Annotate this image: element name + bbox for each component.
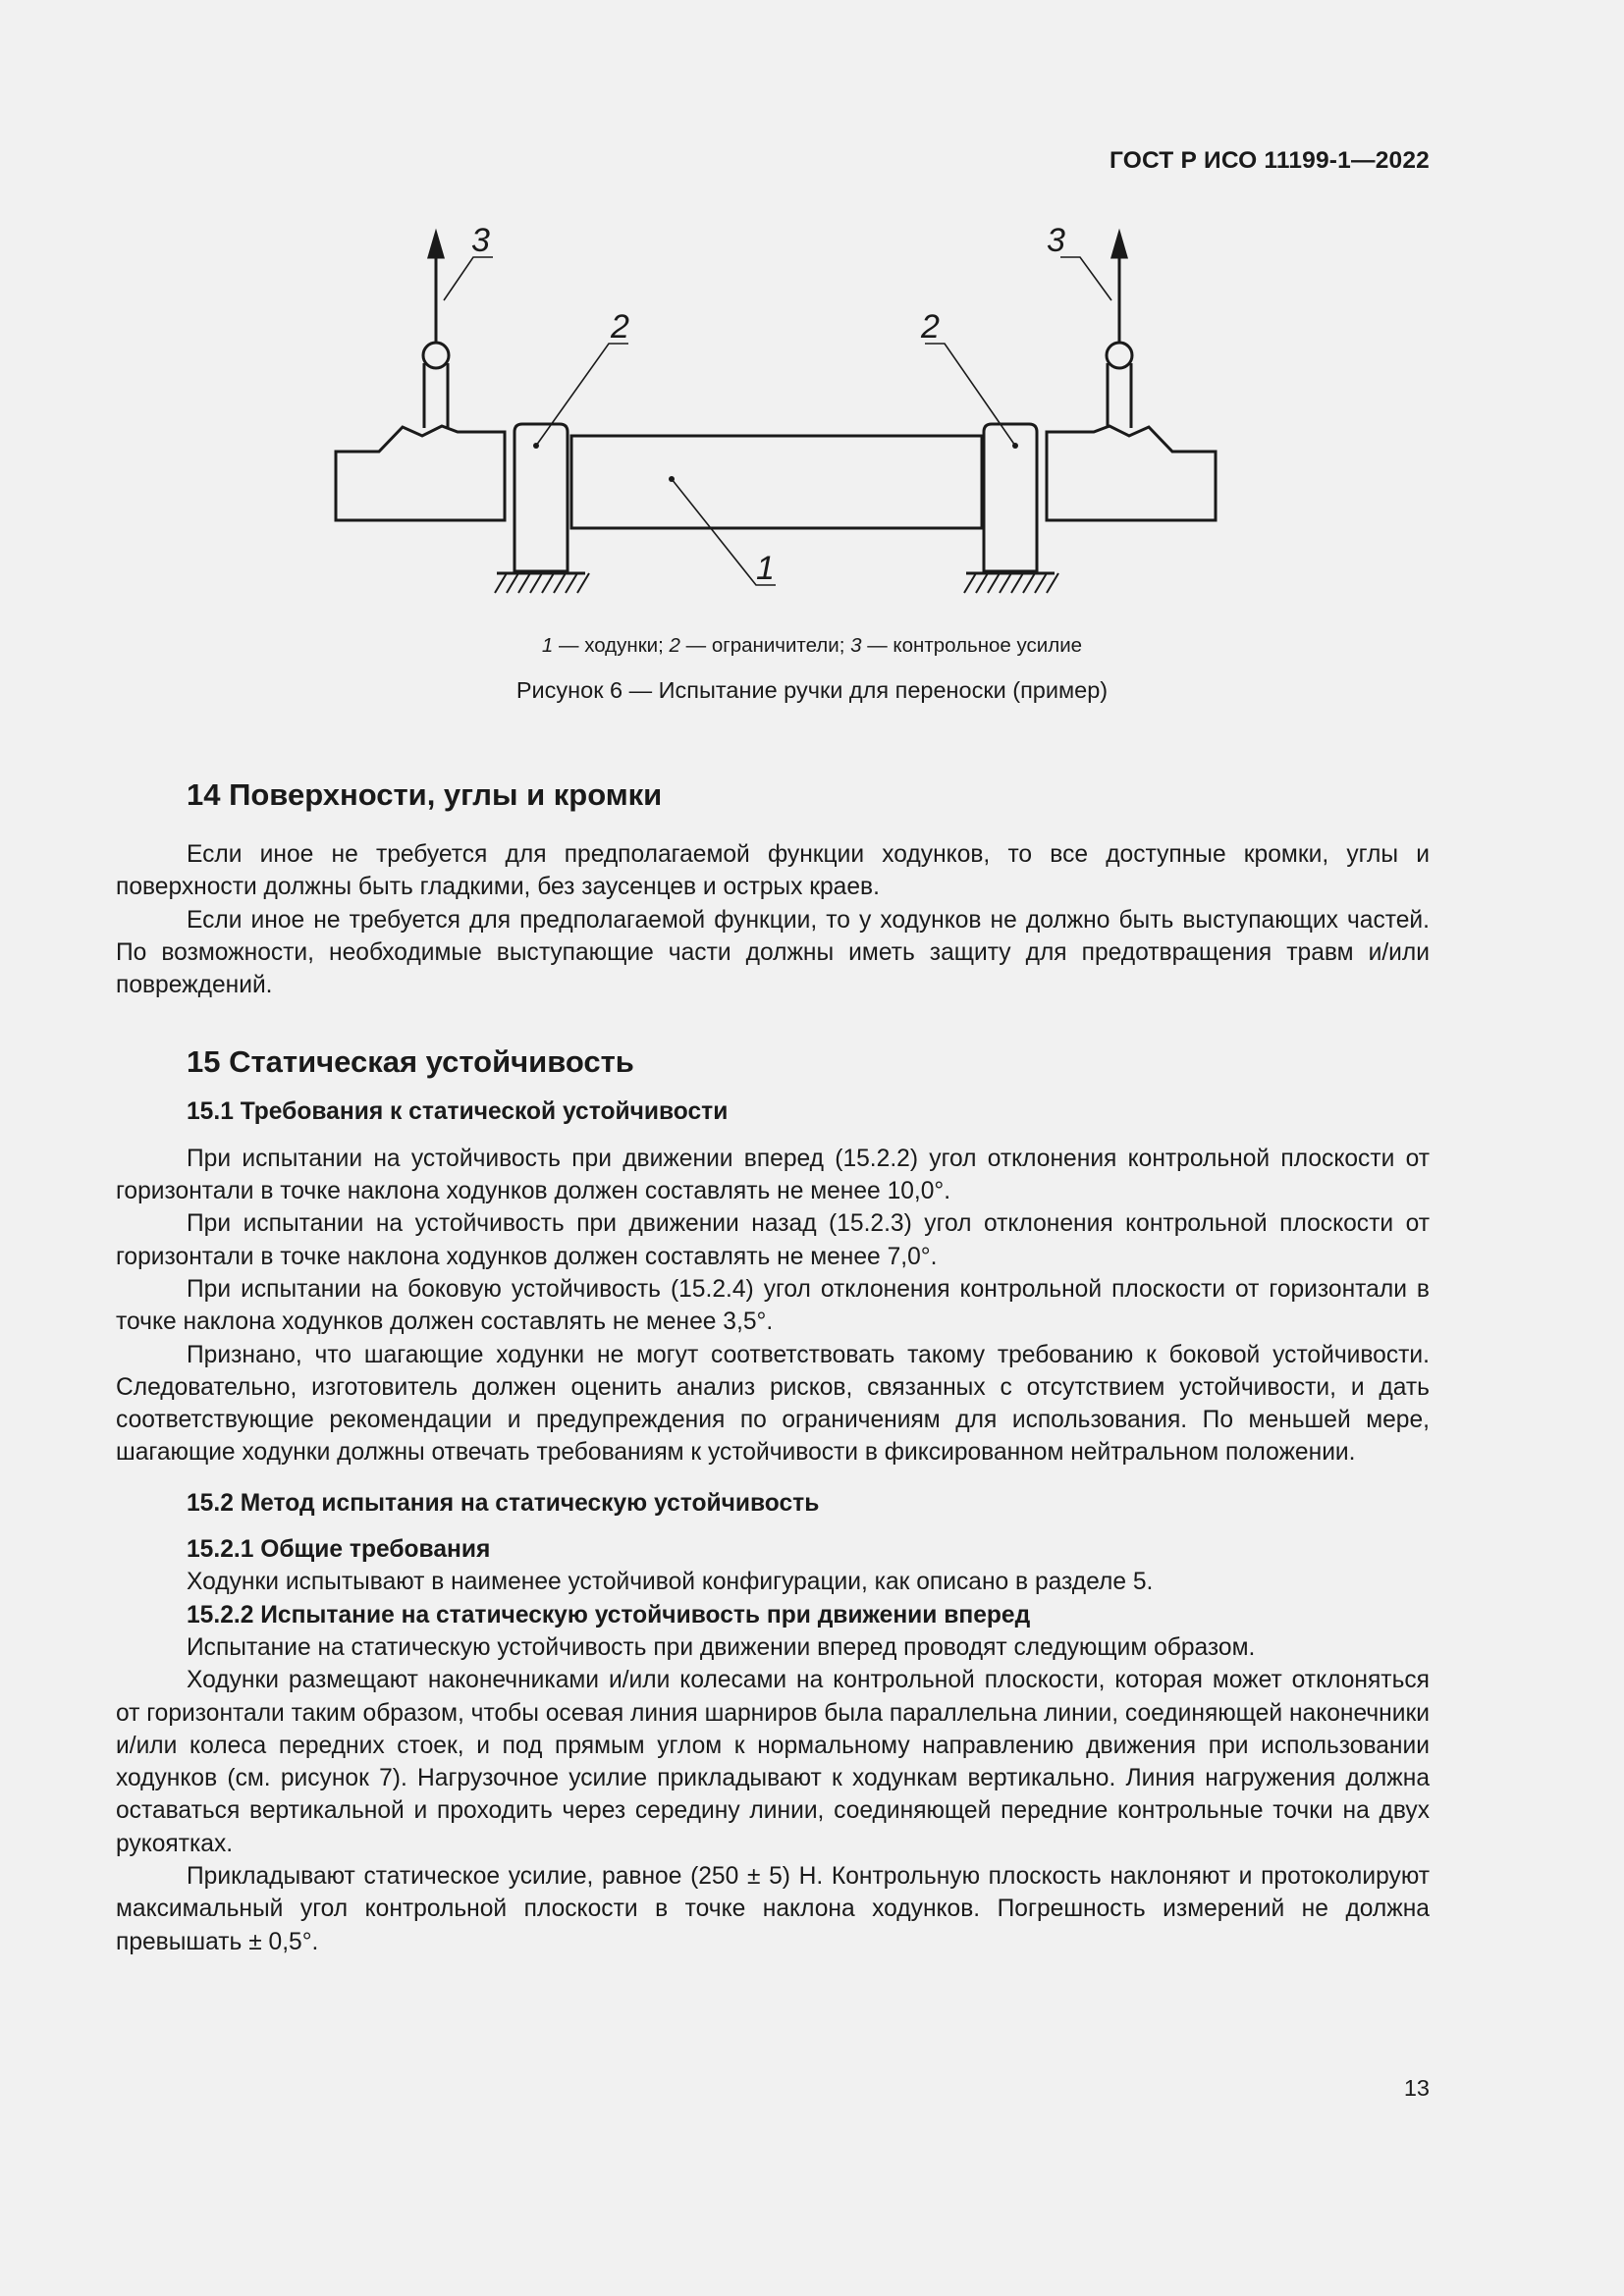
subsection-15-2-2-title: 15.2.2 Испытание на статическую устойчивость при движении вперед	[187, 1601, 1031, 1629]
limiter-right	[984, 424, 1037, 571]
subsection-15-2-2-paragraph: Ходунки размещают наконечниками и/или колесами на контрольной плоскости, которая может отклоняться от горизонтали таким образом, чтобы осевая линия шарниров была параллельна линии, соединяющей наконечники и/или колеса передних стоек, и под прямым углом к нормальному направлению движения при использовании ходунков (см. рисунок 7). Нагрузочное усилие прикладывают к ходункам вертикально. Линия нагружения должна оставаться вертикальной и проходить через середину линии, соединяющей передние контрольные точки на двух рукоятках.	[116, 1667, 1430, 1857]
label-force-right: 3	[1047, 222, 1065, 259]
figure-caption: Рисунок 6 — Испытание ручки для переноски (пример)	[515, 677, 1109, 703]
walker-center-tube	[571, 436, 982, 528]
walker-left-tube	[336, 426, 505, 520]
label-limiter-right: 2	[921, 308, 940, 346]
subsection-15-2-2-paragraph: Испытание на статическую устойчивость при движении вперед проводят следующим образом.	[187, 1633, 1256, 1661]
section-15-title: 15 Статическая устойчивость	[187, 1044, 634, 1080]
document-id-header: ГОСТ Р ИСО 11199-1—2022	[1110, 147, 1430, 174]
subsection-15-2-title: 15.2 Метод испытания на статическую устойчивость	[187, 1489, 820, 1517]
handle-left	[424, 363, 448, 428]
figure-6-drawing	[314, 218, 1237, 611]
subsection-15-1-paragraph: Признано, что шагающие ходунки не могут соответствовать такому требованию к боковой устойчивости. Следовательно, изготовитель должен оценить анализ рисков, связанных с отсутствием устойчивости, и дать соответствующие рекомендации и предупреждения по ограничениям для использования. По меньшей мере, шагающие ходунки должны отвечать требованиям к устойчивости в фиксированном нейтральном положении.	[116, 1341, 1430, 1467]
subsection-15-1-paragraph: При испытании на устойчивость при движении назад (15.2.3) угол отклонения контрольной плоскости от горизонтали в точке наклона ходунков должен составлять не менее 7,0°.	[116, 1210, 1430, 1270]
subsection-15-1-title: 15.1 Требования к статической устойчивости	[187, 1098, 729, 1126]
subsection-15-2-1-title: 15.2.1 Общие требования	[187, 1536, 491, 1564]
section-14-paragraph: Если иное не требуется для предполагаемой функции ходунков, то все доступные кромки, углы и поверхности должны быть гладкими, без заусенцев и острых краев.	[116, 841, 1430, 901]
handle-right	[1108, 363, 1131, 428]
subsection-15-2-1-paragraph: Ходунки испытывают в наименее устойчивой конфигурации, как описано в разделе 5.	[187, 1569, 1154, 1596]
page-number: 13	[1403, 2075, 1430, 2101]
section-14-paragraph: Если иное не требуется для предполагаемой функции, то у ходунков не должно быть выступающих частей. По возможности, необходимые выступающие части должны иметь защиту для предотвращения травм и/или повреждений.	[116, 906, 1430, 999]
document-body	[116, 775, 1430, 1958]
label-walker: 1	[756, 550, 775, 587]
subsection-15-2-2-paragraph: Прикладывают статическое усилие, равное (250 ± 5) Н. Контрольную плоскость наклоняют и протоколируют максимальный угол контрольной плоскости в точке наклона ходунков. Погрешность измерений не должна превышать ± 0,5°.	[116, 1863, 1430, 1955]
figure-legend: 1 — ходунки; 2 — ограничители; 3 — контрольное усилие	[541, 634, 1083, 657]
handle-right-knob	[1107, 343, 1132, 368]
limiter-left	[514, 424, 568, 571]
section-14-title: 14 Поверхности, углы и кромки	[187, 777, 663, 812]
subsection-15-1-paragraph: При испытании на боковую устойчивость (15.2.4) угол отклонения контрольной плоскости от горизонтали в точке наклона ходунков должен составлять не менее 3,5°.	[116, 1275, 1430, 1336]
walker-right-tube	[1047, 426, 1216, 520]
subsection-15-1-paragraph: При испытании на устойчивость при движении вперед (15.2.2) угол отклонения контрольной плоскости от горизонтали в точке наклона ходунков должен составлять не менее 10,0°.	[116, 1145, 1430, 1205]
label-force-left: 3	[471, 222, 490, 259]
label-limiter-left: 2	[611, 308, 629, 346]
handle-left-knob	[423, 343, 449, 368]
